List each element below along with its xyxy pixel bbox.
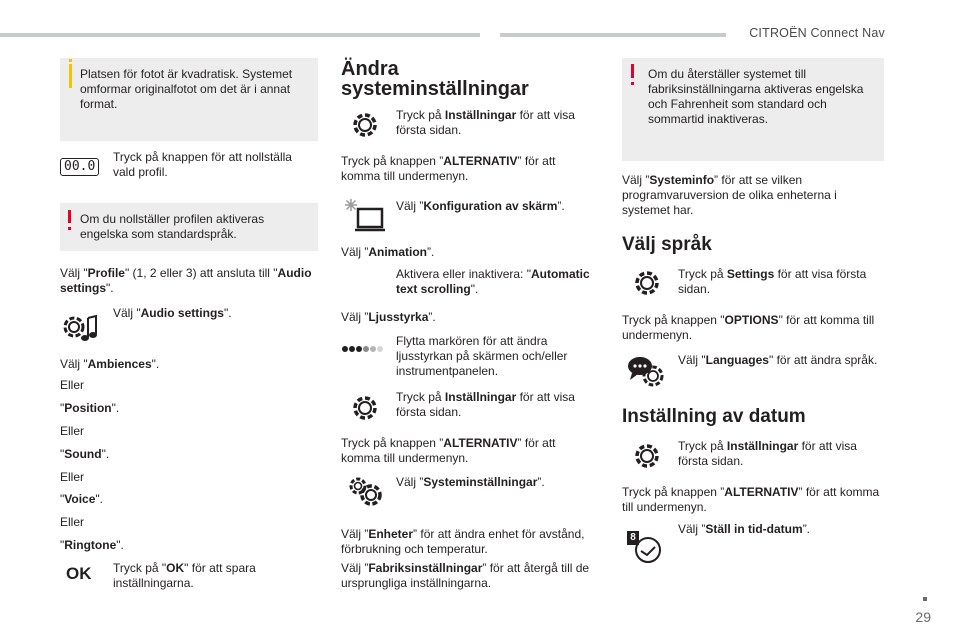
gear-icon [632, 441, 662, 471]
reset-badge: 00.0 [60, 158, 99, 176]
eller-1: Eller [60, 378, 85, 392]
factory-warn-box [622, 58, 884, 161]
date-step-options: Tryck på knappen ”ALTERNATIV” för att komma till undermenyn. [622, 485, 880, 514]
ok-instruction: Tryck på "OK" för att spara inställningarna. [113, 561, 256, 590]
heading-select-language: Välj språk [622, 234, 712, 255]
lang-step-languages: Välj "Languages" för att ändra språk. [678, 353, 878, 367]
warning-icon [631, 64, 634, 78]
page-dot [923, 597, 927, 601]
warning-icon [68, 210, 71, 223]
ringtone-option: "Ringtone". [60, 538, 124, 552]
step-options-2: Tryck på knappen ”ALTERNATIV” för att komma till undermenyn. [341, 436, 556, 465]
sound-option: "Sound". [60, 447, 110, 461]
clock-badge-label: 8 [630, 532, 636, 543]
position-option: "Position". [60, 401, 120, 415]
heading-system-settings-1: Ändra [341, 58, 399, 80]
lang-step-options: Tryck på knappen "OPTIONS" för att komma till undermenyn. [622, 313, 875, 342]
step-animation: Välj ”Animation”. [341, 245, 435, 259]
step-units: Välj ”Enheter” för att ändra enhet för avstånd, förbrukning och temperatur. [341, 527, 585, 556]
voice-option: "Voice". [60, 492, 103, 506]
info-note-text: Platsen för fotot är kvadratisk. Systemet omformar originalfotot om det är i annat format. [80, 67, 293, 111]
factory-warn-text: Om du återställer systemet till fabriksinställningarna aktiveras engelska och Fahrenheit som standard och sommartid inaktiveras. [648, 67, 864, 126]
language-icon [626, 355, 670, 391]
audio-settings-instruction: Välj "Audio settings". [113, 306, 232, 320]
date-step-settings: Tryck på Inställningar för att visa första sidan. [678, 439, 857, 468]
date-step-set-time: Välj ”Ställ in tid-datum”. [678, 522, 811, 536]
step-settings-2: Tryck på Inställningar för att visa första sidan. [396, 390, 575, 419]
profile-instruction: Välj "Profile" (1, 2 eller 3) att ansluta till "Audio settings". [60, 266, 312, 295]
step-settings-1: Tryck på Inställningar för att visa första sidan. [396, 108, 575, 137]
reset-text: Tryck på knappen för att nollställa vald profil. [113, 150, 292, 179]
page-number: 29 [915, 609, 931, 625]
eller-3: Eller [60, 470, 85, 484]
gear-pair-icon [346, 475, 386, 509]
info-icon [69, 64, 72, 88]
gear-icon [632, 268, 662, 298]
step-auto-scroll: Aktivera eller inaktivera: "Automatic text scrolling". [396, 267, 590, 296]
gear-music-icon [60, 310, 104, 346]
heading-system-settings-2: systeminställningar [341, 78, 529, 100]
header-title: CITROËN Connect Nav [749, 26, 885, 40]
gear-icon [350, 393, 380, 423]
header-rule-left [0, 33, 480, 37]
step-screen-config: Välj ”Konfiguration av skärm”. [396, 199, 565, 213]
step-move-slider: Flytta markören för att ändra ljusstyrkan på skärmen och/eller instrumentpanelen. [396, 334, 568, 378]
info-note-box [60, 58, 318, 141]
step-system-settings: Välj ”Systeminställningar”. [396, 475, 545, 489]
brightness-dots-icon [341, 344, 385, 354]
step-factory-reset: Välj ”Fabriksinställningar” för att återgå till de ursprungliga inställningarna. [341, 561, 590, 590]
warn-note-text: Om du nollställer profilen aktiveras engelska som standardspråk. [80, 212, 265, 241]
warn-note-box [60, 203, 318, 251]
eller-4: Eller [60, 515, 85, 529]
system-info-instruction: Välj ”Systeminfo” för att se vilken programvaruversion de olika enheterna i systemet har. [622, 173, 837, 217]
clock-icon [630, 532, 664, 566]
step-brightness: Välj ”Ljusstyrka”. [341, 310, 436, 324]
header-rule-right [500, 33, 726, 37]
lang-step-settings: Tryck på Settings för att visa första sidan. [678, 267, 867, 296]
ambiences-instruction: Välj "Ambiences". [60, 357, 160, 371]
gear-icon [350, 110, 380, 140]
heading-date-setting: Inställning av datum [622, 406, 806, 427]
eller-2: Eller [60, 424, 85, 438]
ok-badge: OK [66, 564, 92, 583]
step-options-1: Tryck på knappen ”ALTERNATIV” för att komma till undermenyn. [341, 154, 556, 183]
screen-config-icon [342, 197, 386, 233]
